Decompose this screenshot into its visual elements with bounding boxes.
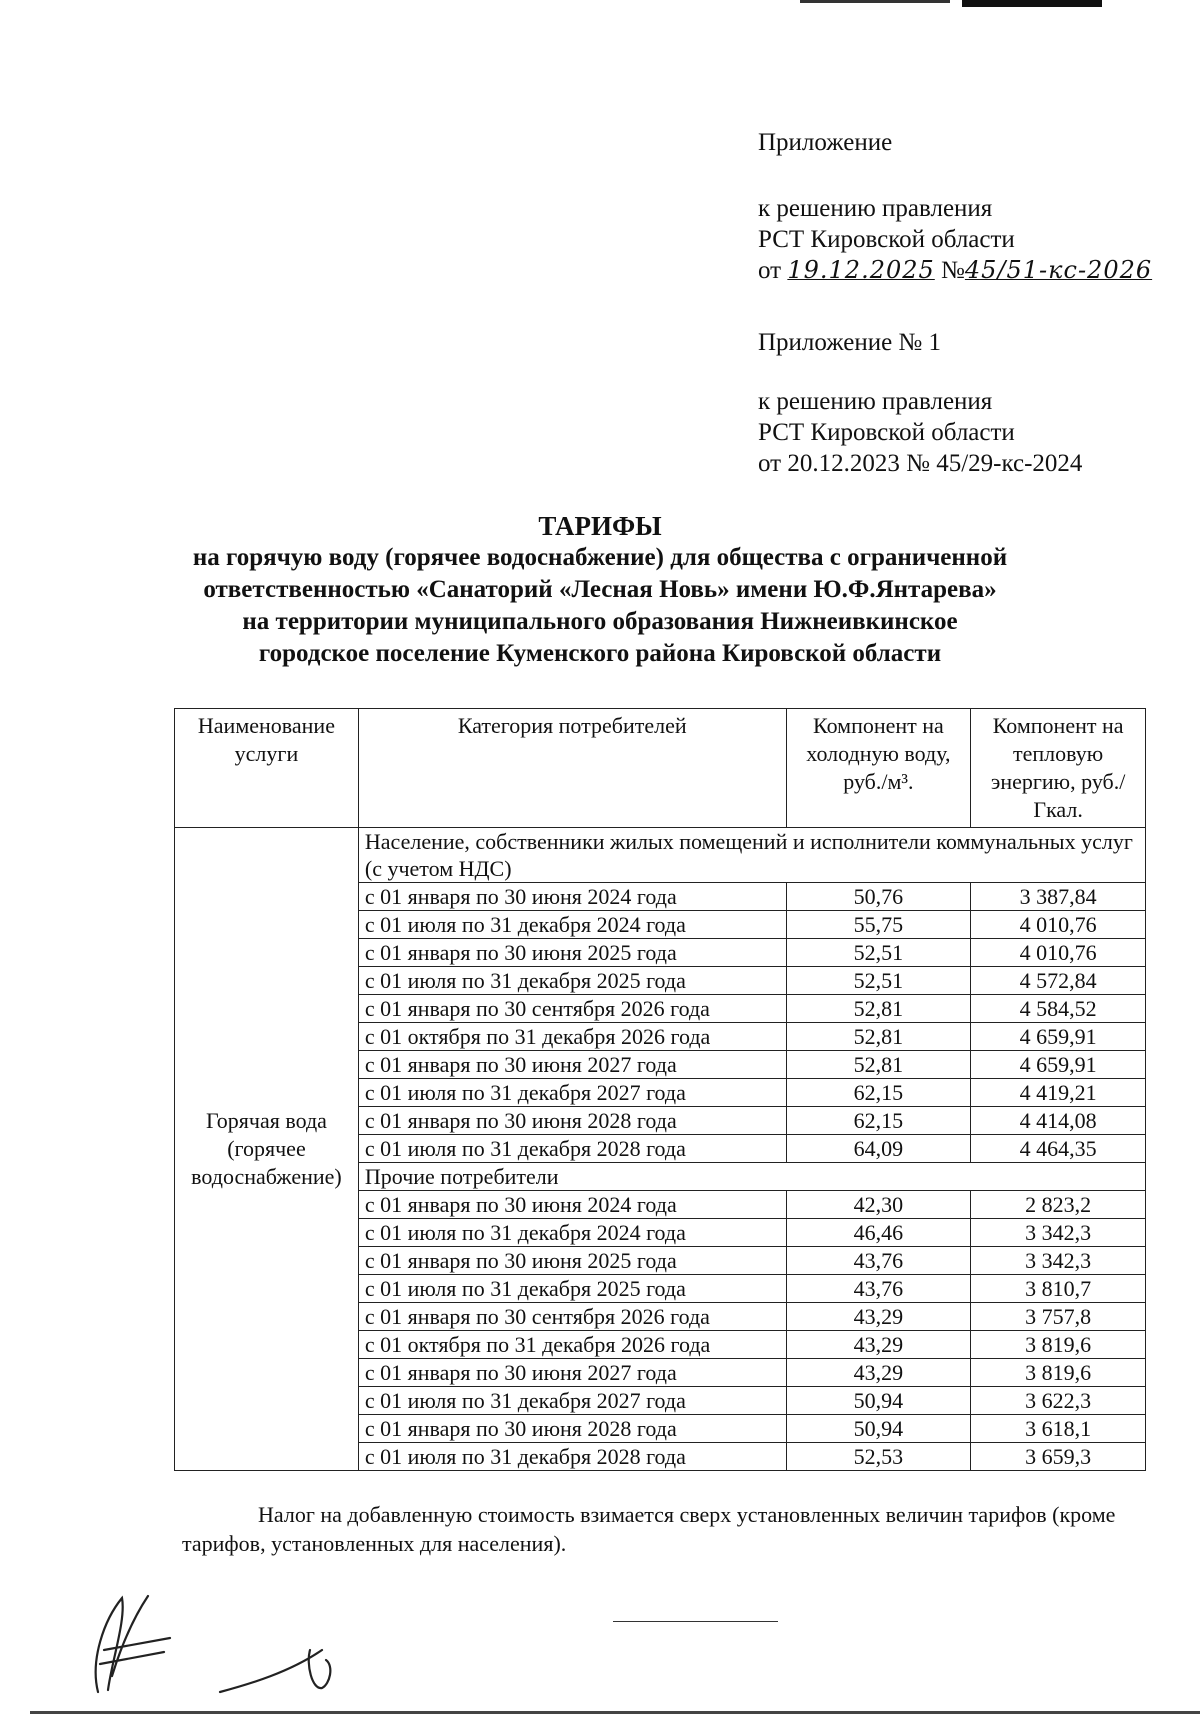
handwritten-number: 45/51-кс-2026 [964, 256, 1153, 284]
service-name-cell: Горячая вода (горячее водоснабжение) [175, 828, 359, 1471]
vat-note: Налог на добавленную стоимость взимается сверх установленных величин тарифов (кроме тарифов, установленных для населения). [182, 1502, 1116, 1556]
cold-water-cell: 50,94 [786, 1415, 971, 1443]
period-cell: с 01 января по 30 июня 2028 года [358, 1107, 786, 1135]
number-prefix: № [941, 257, 965, 284]
cold-water-cell: 50,76 [786, 883, 971, 911]
heat-cell: 4 419,21 [971, 1079, 1146, 1107]
heat-cell: 4 572,84 [971, 967, 1146, 995]
cold-water-cell: 43,29 [786, 1359, 971, 1387]
cold-water-cell: 52,81 [786, 1023, 971, 1051]
group-label-population: Население, собственники жилых помещений и исполнители коммунальных услуг (с учетом НДС) [358, 828, 1145, 883]
period-cell: с 01 июля по 31 декабря 2024 года [358, 1219, 786, 1247]
group-row-population [175, 828, 1146, 883]
cold-water-cell: 62,15 [786, 1079, 971, 1107]
decision-date-line [758, 255, 1152, 286]
attachment-1-label: Приложение № 1 [758, 329, 942, 356]
period-cell: с 01 июля по 31 декабря 2024 года [358, 911, 786, 939]
period-cell: с 01 января по 30 июня 2025 года [358, 939, 786, 967]
header-category: Категория потребителей [358, 709, 786, 828]
top-scan-mark [800, 0, 1120, 6]
period-cell: с 01 июля по 31 декабря 2027 года [358, 1387, 786, 1415]
date-prefix: от [758, 257, 782, 284]
cold-water-cell: 43,29 [786, 1331, 971, 1359]
period-cell: с 01 января по 30 июня 2027 года [358, 1359, 786, 1387]
bottom-scan-line [30, 1711, 1200, 1714]
attachment-label: Приложение [758, 129, 893, 156]
header-cold-water: Компонент на холодную воду, руб./м³. [786, 709, 971, 828]
attachment-1-header [758, 327, 941, 358]
cold-water-cell: 50,94 [786, 1387, 971, 1415]
period-cell: с 01 июля по 31 декабря 2028 года [358, 1135, 786, 1163]
period-cell: с 01 января по 30 сентября 2026 года [358, 995, 786, 1023]
cold-water-cell: 52,81 [786, 995, 971, 1023]
period-cell: с 01 июля по 31 декабря 2028 года [358, 1443, 786, 1471]
heat-cell: 4 659,91 [971, 1023, 1146, 1051]
heat-cell: 4 010,76 [971, 939, 1146, 967]
cold-water-cell: 52,51 [786, 939, 971, 967]
top-scan-bar [962, 0, 1102, 7]
cold-water-cell: 42,30 [786, 1191, 971, 1219]
period-cell: с 01 января по 30 июня 2028 года [358, 1415, 786, 1443]
cold-water-cell: 55,75 [786, 911, 971, 939]
header-service: Наименование услуги [175, 709, 359, 828]
period-cell: с 01 июля по 31 декабря 2025 года [358, 967, 786, 995]
title-heading: ТАРИФЫ [538, 511, 662, 541]
attachment-decision [758, 193, 1152, 286]
heat-cell: 4 414,08 [971, 1107, 1146, 1135]
cold-water-cell: 52,51 [786, 967, 971, 995]
period-cell: с 01 января по 30 июня 2025 года [358, 1247, 786, 1275]
heat-cell: 3 819,6 [971, 1359, 1146, 1387]
signature-line [613, 1621, 778, 1622]
period-cell: с 01 июля по 31 декабря 2027 года [358, 1079, 786, 1107]
period-cell: с 01 января по 30 июня 2027 года [358, 1051, 786, 1079]
heat-cell: 2 823,2 [971, 1191, 1146, 1219]
period-cell: с 01 октября по 31 декабря 2026 года [358, 1331, 786, 1359]
top-scan-line [800, 0, 950, 3]
header-heat: Компонент на тепловую энергию, руб./Гкал. [971, 709, 1146, 828]
document-title [150, 510, 1050, 670]
heat-cell: 3 342,3 [971, 1247, 1146, 1275]
attachment-header [758, 127, 892, 158]
heat-cell: 3 659,3 [971, 1443, 1146, 1471]
period-cell: с 01 января по 30 сентября 2026 года [358, 1303, 786, 1331]
period-cell: с 01 января по 30 июня 2024 года [358, 883, 786, 911]
cold-water-cell: 43,76 [786, 1275, 971, 1303]
decision-line-2: к решению правления [758, 388, 993, 415]
cold-water-cell: 64,09 [786, 1135, 971, 1163]
handwritten-date: 19.12.2025 [787, 256, 935, 284]
heat-cell: 4 464,35 [971, 1135, 1146, 1163]
title-line-4: городское поселение Куменского района Кировской области [258, 640, 942, 667]
table-body [175, 828, 1146, 1471]
cold-water-cell: 46,46 [786, 1219, 971, 1247]
heat-cell: 4 659,91 [971, 1051, 1146, 1079]
title-line-3: на территории муниципального образования Нижнеивкинское [242, 608, 958, 635]
decision-date-line-2: от 20.12.2023 № 45/29-кс-2024 [758, 450, 1083, 477]
authority-line-2: РСТ Кировской области [758, 419, 1015, 446]
cold-water-cell: 52,53 [786, 1443, 971, 1471]
heat-cell: 3 342,3 [971, 1219, 1146, 1247]
heat-cell: 3 819,6 [971, 1331, 1146, 1359]
cold-water-cell: 43,29 [786, 1303, 971, 1331]
authority-line: РСТ Кировской области [758, 226, 1015, 253]
title-line-1: на горячую воду (горячее водоснабжение) для общества с ограниченной [192, 544, 1008, 571]
heat-cell: 3 810,7 [971, 1275, 1146, 1303]
heat-cell: 4 010,76 [971, 911, 1146, 939]
heat-cell: 4 584,52 [971, 995, 1146, 1023]
cold-water-cell: 62,15 [786, 1107, 971, 1135]
group-label-other: Прочие потребители [358, 1163, 1145, 1191]
cold-water-cell: 43,76 [786, 1247, 971, 1275]
heat-cell: 3 387,84 [971, 883, 1146, 911]
heat-cell: 3 757,8 [971, 1303, 1146, 1331]
tariff-table [174, 708, 1146, 1471]
decision-line: к решению правления [758, 195, 993, 222]
period-cell: с 01 июля по 31 декабря 2025 года [358, 1275, 786, 1303]
heat-cell: 3 618,1 [971, 1415, 1146, 1443]
attachment-1-decision [758, 386, 1082, 479]
heat-cell: 3 622,3 [971, 1387, 1146, 1415]
table-header-row [175, 709, 1146, 828]
period-cell: с 01 октября по 31 декабря 2026 года [358, 1023, 786, 1051]
title-line-2: ответственностью «Санаторий «Лесная Новь» имени Ю.Ф.Янтарева» [203, 576, 997, 603]
cold-water-cell: 52,81 [786, 1051, 971, 1079]
period-cell: с 01 января по 30 июня 2024 года [358, 1191, 786, 1219]
handwritten-signature [60, 1580, 380, 1700]
